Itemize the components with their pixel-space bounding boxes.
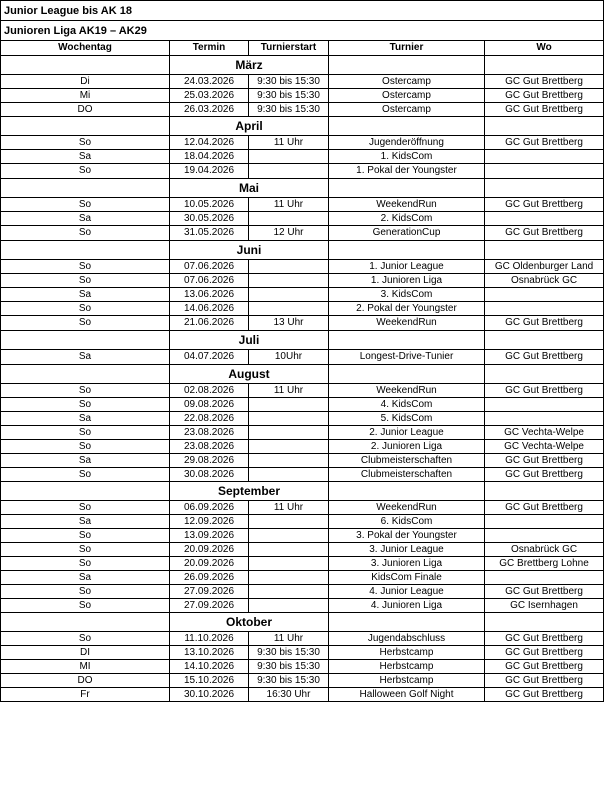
start-time-cell: 11 Uhr xyxy=(249,198,329,212)
date-cell: 15.10.2026 xyxy=(170,674,249,688)
column-header-weekday: Wochentag xyxy=(1,41,170,56)
start-time-cell: 9:30 bis 15:30 xyxy=(249,103,329,117)
date-cell: 20.09.2026 xyxy=(170,543,249,557)
date-cell: 19.04.2026 xyxy=(170,164,249,179)
weekday-cell: So xyxy=(1,501,170,515)
event-name-cell: 3. Pokal der Youngster xyxy=(329,529,485,543)
date-cell: 13.10.2026 xyxy=(170,646,249,660)
schedule-table-body xyxy=(1,1,604,702)
start-time-cell xyxy=(249,440,329,454)
start-time-cell xyxy=(249,150,329,164)
month-title: Mai xyxy=(170,179,329,198)
venue-cell: GC Gut Brettberg xyxy=(485,501,604,515)
date-cell: 24.03.2026 xyxy=(170,75,249,89)
event-row xyxy=(1,599,604,613)
event-name-cell: 6. KidsCom xyxy=(329,515,485,529)
start-time-cell xyxy=(249,426,329,440)
event-name-cell: Clubmeisterschaften xyxy=(329,468,485,482)
event-name-cell: 4. Junior League xyxy=(329,585,485,599)
event-name-cell: 1. Junioren Liga xyxy=(329,274,485,288)
month-header-row xyxy=(1,117,604,136)
venue-cell: GC Gut Brettberg xyxy=(485,198,604,212)
month-header-empty-cell xyxy=(1,613,170,632)
weekday-cell: So xyxy=(1,226,170,241)
start-time-cell xyxy=(249,585,329,599)
venue-cell: GC Gut Brettberg xyxy=(485,468,604,482)
column-header-start: Turnierstart xyxy=(249,41,329,56)
month-header-empty-cell xyxy=(1,56,170,75)
weekday-cell: So xyxy=(1,302,170,316)
date-cell: 31.05.2026 xyxy=(170,226,249,241)
weekday-cell: DI xyxy=(1,646,170,660)
start-time-cell: 11 Uhr xyxy=(249,384,329,398)
month-title: Juli xyxy=(170,331,329,350)
start-time-cell xyxy=(249,398,329,412)
month-title: März xyxy=(170,56,329,75)
venue-cell: GC Gut Brettberg xyxy=(485,316,604,331)
event-row xyxy=(1,150,604,164)
month-title: August xyxy=(170,365,329,384)
weekday-cell: So xyxy=(1,198,170,212)
month-header-empty-cell xyxy=(485,241,604,260)
venue-cell: GC Vechta-Welpe xyxy=(485,426,604,440)
start-time-cell: 11 Uhr xyxy=(249,501,329,515)
start-time-cell: 11 Uhr xyxy=(249,632,329,646)
sheet-title: Junior League bis AK 18 xyxy=(1,1,604,21)
weekday-cell: Sa xyxy=(1,454,170,468)
weekday-cell: So xyxy=(1,136,170,150)
weekday-cell: So xyxy=(1,164,170,179)
event-name-cell: Jugendabschluss xyxy=(329,632,485,646)
date-cell: 30.05.2026 xyxy=(170,212,249,226)
start-time-cell xyxy=(249,260,329,274)
date-cell: 27.09.2026 xyxy=(170,599,249,613)
event-row xyxy=(1,674,604,688)
weekday-cell: So xyxy=(1,632,170,646)
venue-cell xyxy=(485,529,604,543)
date-cell: 11.10.2026 xyxy=(170,632,249,646)
event-row xyxy=(1,316,604,331)
month-title: Juni xyxy=(170,241,329,260)
event-row xyxy=(1,226,604,241)
column-header-event: Turnier xyxy=(329,41,485,56)
event-name-cell: Ostercamp xyxy=(329,103,485,117)
venue-cell: GC Isernhagen xyxy=(485,599,604,613)
event-row xyxy=(1,515,604,529)
event-row xyxy=(1,384,604,398)
date-cell: 29.08.2026 xyxy=(170,454,249,468)
event-name-cell: KidsCom Finale xyxy=(329,571,485,585)
weekday-cell: Sa xyxy=(1,288,170,302)
weekday-cell: Sa xyxy=(1,412,170,426)
start-time-cell: 9:30 bis 15:30 xyxy=(249,674,329,688)
start-time-cell xyxy=(249,468,329,482)
venue-cell: GC Gut Brettberg xyxy=(485,103,604,117)
sheet-subtitle: Junioren Liga AK19 – AK29 xyxy=(1,21,604,41)
venue-cell xyxy=(485,398,604,412)
month-header-empty-cell xyxy=(485,482,604,501)
venue-cell xyxy=(485,150,604,164)
start-time-cell xyxy=(249,529,329,543)
start-time-cell xyxy=(249,274,329,288)
weekday-cell: So xyxy=(1,468,170,482)
month-header-empty-cell xyxy=(329,179,485,198)
venue-cell: GC Brettberg Lohne xyxy=(485,557,604,571)
event-row xyxy=(1,260,604,274)
month-header-empty-cell xyxy=(329,117,485,136)
weekday-cell: Mi xyxy=(1,89,170,103)
month-header-empty-cell xyxy=(1,241,170,260)
start-time-cell xyxy=(249,164,329,179)
event-name-cell: WeekendRun xyxy=(329,501,485,515)
event-name-cell: WeekendRun xyxy=(329,384,485,398)
month-header-empty-cell xyxy=(485,179,604,198)
event-row xyxy=(1,660,604,674)
event-name-cell: 4. Junioren Liga xyxy=(329,599,485,613)
month-header-empty-cell xyxy=(485,117,604,136)
event-name-cell: 1. Junior League xyxy=(329,260,485,274)
event-name-cell: 5. KidsCom xyxy=(329,412,485,426)
month-header-empty-cell xyxy=(485,331,604,350)
event-name-cell: Ostercamp xyxy=(329,89,485,103)
weekday-cell: So xyxy=(1,585,170,599)
weekday-cell: Sa xyxy=(1,350,170,365)
event-name-cell: GenerationCup xyxy=(329,226,485,241)
month-header-empty-cell xyxy=(1,179,170,198)
event-row xyxy=(1,412,604,426)
month-header-empty-cell xyxy=(1,331,170,350)
month-header-empty-cell xyxy=(329,482,485,501)
event-row xyxy=(1,75,604,89)
date-cell: 12.09.2026 xyxy=(170,515,249,529)
start-time-cell xyxy=(249,212,329,226)
event-name-cell: Halloween Golf Night xyxy=(329,688,485,702)
month-header-empty-cell xyxy=(1,365,170,384)
event-row xyxy=(1,398,604,412)
venue-cell xyxy=(485,212,604,226)
event-row xyxy=(1,557,604,571)
event-row xyxy=(1,468,604,482)
date-cell: 26.03.2026 xyxy=(170,103,249,117)
month-header-empty-cell xyxy=(485,613,604,632)
date-cell: 30.10.2026 xyxy=(170,688,249,702)
start-time-cell: 16:30 Uhr xyxy=(249,688,329,702)
month-header-row xyxy=(1,613,604,632)
venue-cell: GC Gut Brettberg xyxy=(485,454,604,468)
venue-cell: GC Gut Brettberg xyxy=(485,350,604,365)
date-cell: 10.05.2026 xyxy=(170,198,249,212)
start-time-cell xyxy=(249,515,329,529)
month-header-empty-cell xyxy=(485,56,604,75)
start-time-cell xyxy=(249,599,329,613)
event-name-cell: Ostercamp xyxy=(329,75,485,89)
month-title: September xyxy=(170,482,329,501)
month-header-empty-cell xyxy=(329,331,485,350)
venue-cell xyxy=(485,302,604,316)
weekday-cell: MI xyxy=(1,660,170,674)
venue-cell: GC Gut Brettberg xyxy=(485,660,604,674)
start-time-cell: 9:30 bis 15:30 xyxy=(249,75,329,89)
date-cell: 04.07.2026 xyxy=(170,350,249,365)
date-cell: 20.09.2026 xyxy=(170,557,249,571)
month-header-empty-cell xyxy=(329,241,485,260)
date-cell: 09.08.2026 xyxy=(170,398,249,412)
date-cell: 07.06.2026 xyxy=(170,260,249,274)
date-cell: 14.06.2026 xyxy=(170,302,249,316)
event-name-cell: 3. Junior League xyxy=(329,543,485,557)
event-row xyxy=(1,529,604,543)
weekday-cell: Di xyxy=(1,75,170,89)
venue-cell: GC Gut Brettberg xyxy=(485,585,604,599)
month-header-empty-cell xyxy=(1,482,170,501)
date-cell: 13.06.2026 xyxy=(170,288,249,302)
start-time-cell: 9:30 bis 15:30 xyxy=(249,646,329,660)
event-row xyxy=(1,164,604,179)
event-row xyxy=(1,585,604,599)
date-cell: 23.08.2026 xyxy=(170,426,249,440)
start-time-cell: 12 Uhr xyxy=(249,226,329,241)
weekday-cell: So xyxy=(1,316,170,331)
weekday-cell: So xyxy=(1,384,170,398)
event-row xyxy=(1,274,604,288)
event-name-cell: Herbstcamp xyxy=(329,660,485,674)
start-time-cell: 11 Uhr xyxy=(249,136,329,150)
weekday-cell: So xyxy=(1,440,170,454)
event-name-cell: 1. Pokal der Youngster xyxy=(329,164,485,179)
event-name-cell: 2. Junioren Liga xyxy=(329,440,485,454)
weekday-cell: Sa xyxy=(1,571,170,585)
event-name-cell: 3. Junioren Liga xyxy=(329,557,485,571)
weekday-cell: So xyxy=(1,398,170,412)
venue-cell: GC Gut Brettberg xyxy=(485,646,604,660)
month-title: April xyxy=(170,117,329,136)
date-cell: 26.09.2026 xyxy=(170,571,249,585)
event-name-cell: Herbstcamp xyxy=(329,646,485,660)
venue-cell xyxy=(485,288,604,302)
start-time-cell xyxy=(249,412,329,426)
venue-cell: GC Gut Brettberg xyxy=(485,688,604,702)
start-time-cell: 13 Uhr xyxy=(249,316,329,331)
venue-cell: GC Gut Brettberg xyxy=(485,384,604,398)
month-header-empty-cell xyxy=(329,365,485,384)
event-row xyxy=(1,501,604,515)
date-cell: 30.08.2026 xyxy=(170,468,249,482)
event-name-cell: 1. KidsCom xyxy=(329,150,485,164)
event-row xyxy=(1,103,604,117)
event-name-cell: 3. KidsCom xyxy=(329,288,485,302)
date-cell: 27.09.2026 xyxy=(170,585,249,599)
date-cell: 14.10.2026 xyxy=(170,660,249,674)
weekday-cell: Sa xyxy=(1,515,170,529)
month-header-empty-cell xyxy=(1,117,170,136)
date-cell: 25.03.2026 xyxy=(170,89,249,103)
event-row xyxy=(1,136,604,150)
event-name-cell: 2. Junior League xyxy=(329,426,485,440)
start-time-cell: 9:30 bis 15:30 xyxy=(249,89,329,103)
venue-cell: GC Gut Brettberg xyxy=(485,89,604,103)
weekday-cell: So xyxy=(1,274,170,288)
start-time-cell: 10Uhr xyxy=(249,350,329,365)
event-name-cell: 4. KidsCom xyxy=(329,398,485,412)
venue-cell: GC Oldenburger Land xyxy=(485,260,604,274)
weekday-cell: Sa xyxy=(1,150,170,164)
weekday-cell: Sa xyxy=(1,212,170,226)
date-cell: 23.08.2026 xyxy=(170,440,249,454)
subtitle-row xyxy=(1,21,604,41)
event-row xyxy=(1,89,604,103)
event-row xyxy=(1,688,604,702)
weekday-cell: So xyxy=(1,426,170,440)
event-row xyxy=(1,198,604,212)
venue-cell xyxy=(485,412,604,426)
event-name-cell: Longest-Drive-Tunier xyxy=(329,350,485,365)
date-cell: 06.09.2026 xyxy=(170,501,249,515)
date-cell: 07.06.2026 xyxy=(170,274,249,288)
event-name-cell: WeekendRun xyxy=(329,198,485,212)
month-header-empty-cell xyxy=(329,56,485,75)
venue-cell: GC Gut Brettberg xyxy=(485,75,604,89)
weekday-cell: Fr xyxy=(1,688,170,702)
month-title: Oktober xyxy=(170,613,329,632)
weekday-cell: DO xyxy=(1,674,170,688)
venue-cell: Osnabrück GC xyxy=(485,543,604,557)
event-name-cell: Herbstcamp xyxy=(329,674,485,688)
start-time-cell xyxy=(249,288,329,302)
event-name-cell: 2. Pokal der Youngster xyxy=(329,302,485,316)
venue-cell xyxy=(485,164,604,179)
event-row xyxy=(1,350,604,365)
date-cell: 13.09.2026 xyxy=(170,529,249,543)
date-cell: 22.08.2026 xyxy=(170,412,249,426)
month-header-row xyxy=(1,365,604,384)
event-row xyxy=(1,632,604,646)
venue-cell xyxy=(485,515,604,529)
month-header-row xyxy=(1,241,604,260)
weekday-cell: So xyxy=(1,529,170,543)
venue-cell: Osnabrück GC xyxy=(485,274,604,288)
event-name-cell: 2. KidsCom xyxy=(329,212,485,226)
venue-cell: GC Gut Brettberg xyxy=(485,632,604,646)
event-name-cell: WeekendRun xyxy=(329,316,485,331)
start-time-cell xyxy=(249,557,329,571)
title-row xyxy=(1,1,604,21)
event-row xyxy=(1,288,604,302)
weekday-cell: So xyxy=(1,557,170,571)
start-time-cell xyxy=(249,302,329,316)
venue-cell: GC Gut Brettberg xyxy=(485,226,604,241)
month-header-empty-cell xyxy=(329,613,485,632)
venue-cell: GC Gut Brettberg xyxy=(485,674,604,688)
event-name-cell: Jugenderöffnung xyxy=(329,136,485,150)
event-row xyxy=(1,302,604,316)
column-header-date: Termin xyxy=(170,41,249,56)
date-cell: 02.08.2026 xyxy=(170,384,249,398)
column-header-row xyxy=(1,41,604,56)
start-time-cell xyxy=(249,543,329,557)
date-cell: 18.04.2026 xyxy=(170,150,249,164)
event-row xyxy=(1,571,604,585)
date-cell: 21.06.2026 xyxy=(170,316,249,331)
start-time-cell xyxy=(249,454,329,468)
weekday-cell: So xyxy=(1,543,170,557)
venue-cell: GC Gut Brettberg xyxy=(485,136,604,150)
venue-cell xyxy=(485,571,604,585)
month-header-empty-cell xyxy=(485,365,604,384)
venue-cell: GC Vechta-Welpe xyxy=(485,440,604,454)
event-row xyxy=(1,426,604,440)
weekday-cell: So xyxy=(1,599,170,613)
event-name-cell: Clubmeisterschaften xyxy=(329,454,485,468)
month-header-row xyxy=(1,482,604,501)
month-header-row xyxy=(1,179,604,198)
month-header-row xyxy=(1,56,604,75)
month-header-row xyxy=(1,331,604,350)
event-row xyxy=(1,212,604,226)
column-header-venue: Wo xyxy=(485,41,604,56)
date-cell: 12.04.2026 xyxy=(170,136,249,150)
event-row xyxy=(1,440,604,454)
start-time-cell: 9:30 bis 15:30 xyxy=(249,660,329,674)
event-row xyxy=(1,454,604,468)
event-row xyxy=(1,646,604,660)
start-time-cell xyxy=(249,571,329,585)
event-row xyxy=(1,543,604,557)
weekday-cell: DO xyxy=(1,103,170,117)
weekday-cell: So xyxy=(1,260,170,274)
